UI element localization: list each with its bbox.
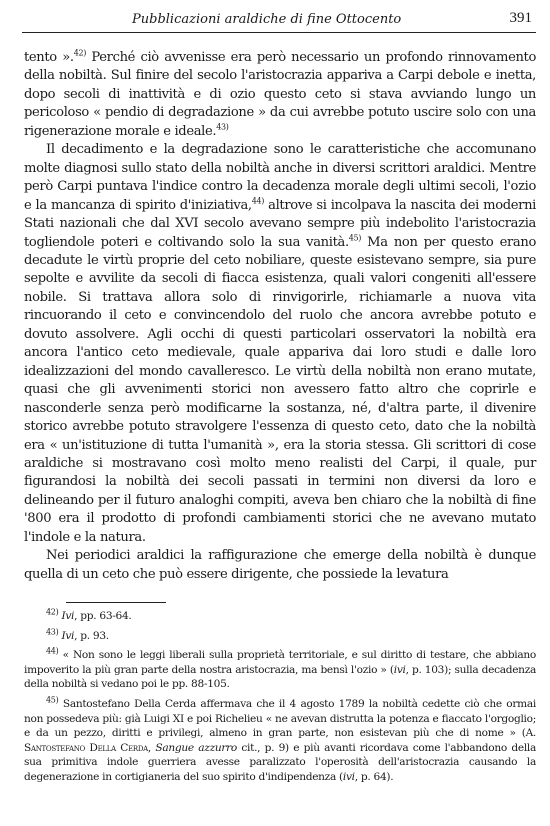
paragraph-3 xyxy=(24,547,536,584)
footnote-ref-43: 43) xyxy=(216,122,229,132)
footnote-ref-42: 42) xyxy=(73,48,86,58)
text-span: , pp. 63-64. xyxy=(74,610,132,622)
footnote-separator xyxy=(66,602,166,603)
text-span: Il decadimento e la degradazione sono le caratteristiche che accomunano molte diagnosi sullo stato della nobiltà anche in diversi scrittori araldici. Mentre però Carpi puntava l'indice contro la decadenza morale degli ultimi secoli, l'ozio e la mancanza di spirito d'iniziativa, xyxy=(24,142,536,213)
text-span: , xyxy=(147,741,156,754)
text-span: , p. 103); sulla decadenza della nobiltà si vedano poi le pp. 88-105. xyxy=(24,663,537,691)
footnote-43 xyxy=(24,629,536,644)
footnote-42 xyxy=(24,609,536,624)
text-span: « Non sono le leggi liberali sulla proprietà territoriale, e sul diritto di testare, che abbiano impoverito la più gran parte della nostra aristocrazia, ma bensì l'ozio » ( xyxy=(24,649,536,676)
footnote-44 xyxy=(24,648,536,692)
author-name: Santostefano Della Cerda xyxy=(24,741,148,754)
ibid-ref: ivi xyxy=(393,663,406,676)
ibid-ref: ivi xyxy=(342,770,355,783)
text-span: , p. 64). xyxy=(354,770,394,783)
text-span: Ma non per questo erano decadute le virtù proprie del ceto nobiliare, queste esistevano sempre, sia pure sepolte e avvilite da secoli di fiacca esistenza, quali valori congeniti all'essere nobile. Si trattava allora solo di rinvigorirle, richiamarle a nuova vita rincuorando il ceto e convincendolo del ruolo che ancora avrebbe potuto e dovuto assolvere. Agli occhi di questi particolari osservatori la nobiltà era ancora l'antico ceto medievale, quale appariva dai loro studi e dalle loro idealizzazioni del mondo cavalleresco. Le virtù della nobiltà non erano mutate, quasi che gli avvenimenti storici non avessero fatto altro che coprirle e nasconderle senza però modificarne la sostanza, né, d'altra parte, il divenire storico avrebbe potuto stravolgere l'essenza di questo ceto, dato che la nobiltà era « un'istituzione di tutta l'umanità », era la storia stessa. Gli scrittori di cose araldiche si mostravano così molto meno realisti del Carpi, il quale, pur figurandosi la nobiltà dei secoli passati in termini non diversi da loro e delineando per il futuro analoghi compiti, aveva ben chiaro che la nobiltà di fine '800 era il prodotto di profondi cambiamenti storici che ne avevano mutato l'indole e la natura. xyxy=(24,234,536,545)
paragraph-1 xyxy=(24,49,536,141)
paragraph-2 xyxy=(24,141,536,547)
page-number: 391 xyxy=(509,10,532,26)
running-head xyxy=(22,10,536,33)
footnote-number: 42) xyxy=(46,607,59,617)
main-text xyxy=(24,49,536,584)
text-span: Perché ciò avvenisse era però necessario un profondo rinnovamento della nobiltà. Sul finire del secolo l'aristocrazia appariva a Carpi debole e inetta, dopo secoli di inattività e di ozio questo ceto si stava avviando lungo un pericoloso « pendio di degradazione » da cui avrebbe potuto uscire solo con una rigenerazione morale e ideale. xyxy=(24,50,536,139)
text-span: altrove si incolpava la nascita dei moderni Stati nazionali che dal XVI secolo avevano sempre più indebolito l'aristocrazia togliendole poteri e coltivando solo la sua vanità. xyxy=(24,197,536,250)
work-title: Sangue azzurro xyxy=(155,741,237,754)
text-span: tento ». xyxy=(24,50,74,65)
footnote-ref-44: 44) xyxy=(251,196,264,206)
footnote-ref-45: 45) xyxy=(348,233,362,243)
footnote-number: 43) xyxy=(46,627,59,637)
footnote-45 xyxy=(24,697,536,785)
text-span: Nei periodici araldici la raffigurazione che emerge della nobiltà è dunque quella di un ceto che può essere dirigente, che possiede la levatura xyxy=(24,548,536,582)
ibid-ref: Ivi xyxy=(61,610,75,622)
text-span: cit., p. 9) e più avanti ricordava come l'abbandono della sua primitiva indole guerriera avesse paralizzato l'operosità dell'aristocrazia causando la degenerazione in cortigianeria del suo spirito d'indipendenza ( xyxy=(24,741,537,783)
ibid-ref: Ivi xyxy=(61,629,75,642)
footnote-number: 45) xyxy=(46,695,59,705)
footnotes xyxy=(24,609,536,790)
text-span: Santostefano Della Cerda affermava che il 4 agosto 1789 la nobiltà cedette ciò che ormai non possedeva più: già Luigi XI e poi Richelieu « ne avevan distrutta la potenza e fiaccato l'orgoglio; e da un pezzo, diritti e privilegi, almeno in gran parte, non esistevan più che di nome » (A. xyxy=(24,697,536,740)
running-head-title: Pubblicazioni araldiche di fine Ottocento xyxy=(132,12,402,27)
footnote-number: 44) xyxy=(46,646,59,656)
text-span: , p. 93. xyxy=(74,629,109,642)
